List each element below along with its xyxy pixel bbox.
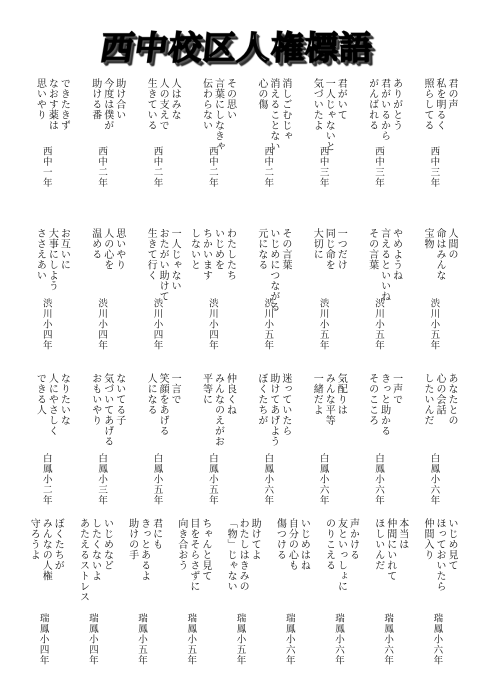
slogan-author: 渋川小五年: [262, 298, 274, 351]
slogan-entry: [350, 78, 405, 226]
slogan-author: 白鳳小六年: [262, 453, 274, 506]
slogan-verse: その言葉 いじめにつながる 元になる: [255, 228, 291, 312]
slogan-entry: [406, 373, 461, 516]
slogan-entry: [129, 78, 184, 226]
slogan-author: 西中二年: [151, 146, 163, 188]
slogan-author: 渋川小五年: [372, 298, 384, 351]
slogan-entry: [350, 228, 405, 371]
slogan-author: 渋川小五年: [428, 298, 440, 351]
slogan-verse: 一言で 笑顔をあげる 人になる: [145, 373, 181, 436]
slogan-entry: [295, 228, 350, 371]
slogan-entry: [67, 518, 116, 668]
slogan-author: 白鳳小五年: [151, 453, 163, 506]
slogan-verse: 人はみな 人の支えで 生きている: [145, 78, 181, 131]
slogan-entry: [240, 373, 295, 516]
slogan-entry: [73, 78, 128, 226]
slogan-verse: その思い 言葉にしなきゃ 伝わらない: [200, 78, 236, 152]
slogan-verse: 人間の 命はみんな 宝物: [422, 228, 457, 281]
slogan-verse: 声かける 友といっしょに のりこえる: [323, 518, 359, 592]
slogan-entry: [264, 518, 313, 668]
slogan-author: 西中三年: [372, 146, 384, 188]
slogan-verse: わたしたち いじめを ちかいます しないと: [188, 228, 236, 281]
slogan-entry: [240, 228, 295, 371]
slogan-verse: なりたいな 人にやさしく できる人: [34, 373, 70, 436]
slogan-entry: [412, 518, 461, 668]
slogan-author: 瑞鳳小五年: [234, 613, 246, 666]
slogan-author: 白鳳小六年: [428, 453, 440, 506]
slogan-author: 渋川小四年: [151, 298, 163, 351]
slogan-entry: [406, 228, 461, 371]
title-banner: [22, 22, 452, 68]
slogan-entry: [73, 373, 128, 516]
slogan-verse: ちゃんと見て 目をそらさずに 向き合おう: [175, 518, 211, 592]
slogan-entry: [184, 373, 239, 516]
slogan-author: 西中三年: [317, 146, 329, 188]
slogan-verse: お互いに 大事にしよう ささえあい: [34, 228, 70, 291]
slogan-author: 西中二年: [96, 146, 108, 188]
slogan-verse: 気配りは みんな平等 一緒だよ: [311, 373, 347, 426]
slogan-verse: 本当は 仲間にいれて ほしいんだ: [372, 518, 408, 581]
slogan-author: 西中一年: [40, 146, 52, 188]
slogan-verse: ありがとう 君がいるから がんばれる: [366, 78, 402, 141]
slogan-verse: いじめはね 自分の心も 傷つける: [274, 518, 310, 571]
slogan-grid: [0, 78, 479, 668]
slogan-entry: [129, 373, 184, 516]
slogan-author: 渋川小四年: [40, 298, 52, 351]
slogan-verse: いじめ見て ほっておいたら 仲間入り: [421, 518, 457, 592]
slogan-entry: [18, 518, 67, 668]
slogan-verse: ないてる子 気づいてあげる おもいやり: [89, 373, 125, 447]
slogan-entry: [116, 518, 165, 668]
slogan-verse: 一人じゃない おたがい助けて 生きて行く: [145, 228, 181, 302]
slogan-author: 渋川小五年: [317, 298, 329, 351]
slogan-author: 瑞鳳小六年: [332, 613, 344, 666]
slogan-verse: 一声で きっと助かる そのこころ: [366, 373, 402, 436]
slogan-entry: [363, 518, 412, 668]
slogan-verse: 助けてよ わたしはきみの 「物」じゃない: [225, 518, 261, 592]
slogan-entry: [240, 78, 295, 226]
slogan-verse: いじめなど したくないよ あたえるストレス: [77, 518, 113, 602]
slogan-entry: [18, 78, 73, 226]
slogan-entry: [295, 78, 350, 226]
slogan-author: 西中三年: [428, 146, 440, 188]
slogan-verse: 思いやり 人の心を 温める: [89, 228, 125, 270]
slogan-entry: [313, 518, 362, 668]
slogan-verse: 君の声 私を明るく 照らしてる: [422, 78, 457, 131]
slogan-entry: [406, 78, 461, 226]
slogan-entry: [18, 373, 73, 516]
slogan-entry: [18, 228, 73, 371]
slogan-entry: [73, 228, 128, 371]
slogan-author: 白鳳小五年: [206, 453, 218, 506]
slogan-author: 瑞鳳小四年: [86, 613, 98, 666]
slogan-entry: [295, 373, 350, 516]
slogan-author: 瑞鳳小五年: [136, 613, 148, 666]
slogan-author: 白鳳小六年: [317, 453, 329, 506]
slogan-author: 西中二年: [206, 146, 218, 188]
slogan-author: 白鳳小六年: [372, 453, 384, 506]
slogan-verse: ぼくたちが みんなの人権 守ろうよ: [28, 518, 64, 581]
slogan-verse: 仲良くね みんなのえがお 平等に: [200, 373, 236, 447]
slogan-entry: [166, 518, 215, 668]
slogan-verse: やめようね 言えるといいね その言葉: [366, 228, 402, 302]
slogan-verse: 迷っていたら 助けてあげよう ぼくたちが: [255, 373, 291, 447]
slogan-entry: [215, 518, 264, 668]
slogan-entry: [350, 373, 405, 516]
slogan-verse: 一つだけ 同じ命を 大切に: [311, 228, 347, 270]
slogan-author: 渋川小四年: [96, 298, 108, 351]
slogan-author: 瑞鳳小六年: [431, 613, 443, 666]
slogan-author: 白鳳小三年: [96, 453, 108, 506]
slogan-author: 瑞鳳小六年: [283, 613, 295, 666]
slogan-author: 西中二年: [262, 146, 274, 188]
slogan-author: 瑞鳳小四年: [37, 613, 49, 666]
slogan-author: 瑞鳳小六年: [382, 613, 394, 666]
slogan-verse: 君にも きっとあるよ 助けの手: [126, 518, 162, 581]
page-title: 西中校区人権標語: [97, 28, 374, 67]
slogan-entry: [184, 228, 239, 371]
slogan-verse: あなたとの 心の会話 したいんだ: [422, 373, 457, 426]
slogan-entry: [184, 78, 239, 226]
slogan-author: 渋川小四年: [206, 298, 218, 351]
slogan-verse: 助け合い 今度は僕が 助ける番: [89, 78, 125, 131]
slogan-verse: 君がいて 一人じゃないと 気づいたよ: [311, 78, 347, 152]
slogan-verse: 消しごむじゃ 消えることない 心の傷: [255, 78, 291, 152]
slogan-author: 白鳳小二年: [40, 453, 52, 506]
slogan-entry: [129, 228, 184, 371]
slogan-verse: できたきず なおす薬は 思いやり: [34, 78, 70, 131]
slogan-author: 瑞鳳小五年: [185, 613, 197, 666]
